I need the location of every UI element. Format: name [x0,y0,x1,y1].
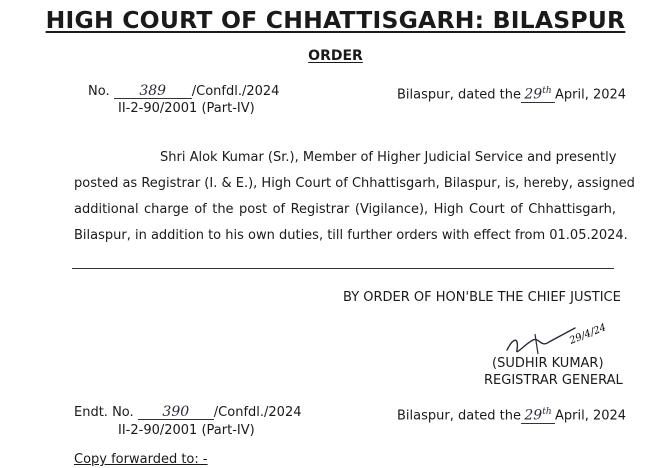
court-title: HIGH COURT OF CHHATTISGARH: BILASPUR [45,6,626,34]
order-date-day: 29th [521,84,555,103]
body-line-1: Shri Alok Kumar (Sr.), Member of Higher Judicial Service and presently [160,150,617,165]
signature-date: 29/4/24 [568,322,608,347]
endt-number-line [74,405,301,420]
endt-date-suffix: April, 2024 [555,408,627,424]
order-heading: ORDER [308,48,363,64]
order-file-ref: II-2-90/2001 (Part-IV) [118,101,255,116]
body-line-4: Bilaspur, in addition to his own duties, till further orders with effect from 01.05.2024. [74,228,628,243]
endt-date-line [397,405,626,424]
order-no-label: No. [88,84,110,99]
body-line-2: posted as Registrar (I. & E.), High Court of Chhattisgarh, Bilaspur, is, hereby, assigned [74,176,635,191]
endt-no-number: 390 [138,405,214,420]
separator-rule [72,268,614,269]
body-line-3: additional charge of the post of Registrar (Vigilance), High Court of Chhattisgarh, [74,202,616,217]
order-date-prefix: Bilaspur, dated the [397,87,522,103]
endt-date-prefix: Bilaspur, dated the [397,408,522,424]
signatory-name: (SUDHIR KUMAR) [492,356,604,371]
signatory-designation: REGISTRAR GENERAL [484,373,623,388]
endt-date-day: 29th [521,405,555,424]
by-order-line: BY ORDER OF HON'BLE THE CHIEF JUSTICE [343,290,621,305]
endt-no-suffix: /Confdl./2024 [213,405,302,420]
order-no-number: 389 [114,84,192,99]
order-no-suffix: /Confdl./2024 [191,84,280,99]
copy-forwarded-heading: Copy forwarded to: - [74,452,208,467]
endt-file-ref: II-2-90/2001 (Part-IV) [118,423,255,438]
order-date-line [397,84,626,103]
order-date-suffix: April, 2024 [555,87,627,103]
handwritten-signature [505,320,615,360]
endt-no-label: Endt. No. [74,405,134,420]
order-number-line [88,84,279,99]
